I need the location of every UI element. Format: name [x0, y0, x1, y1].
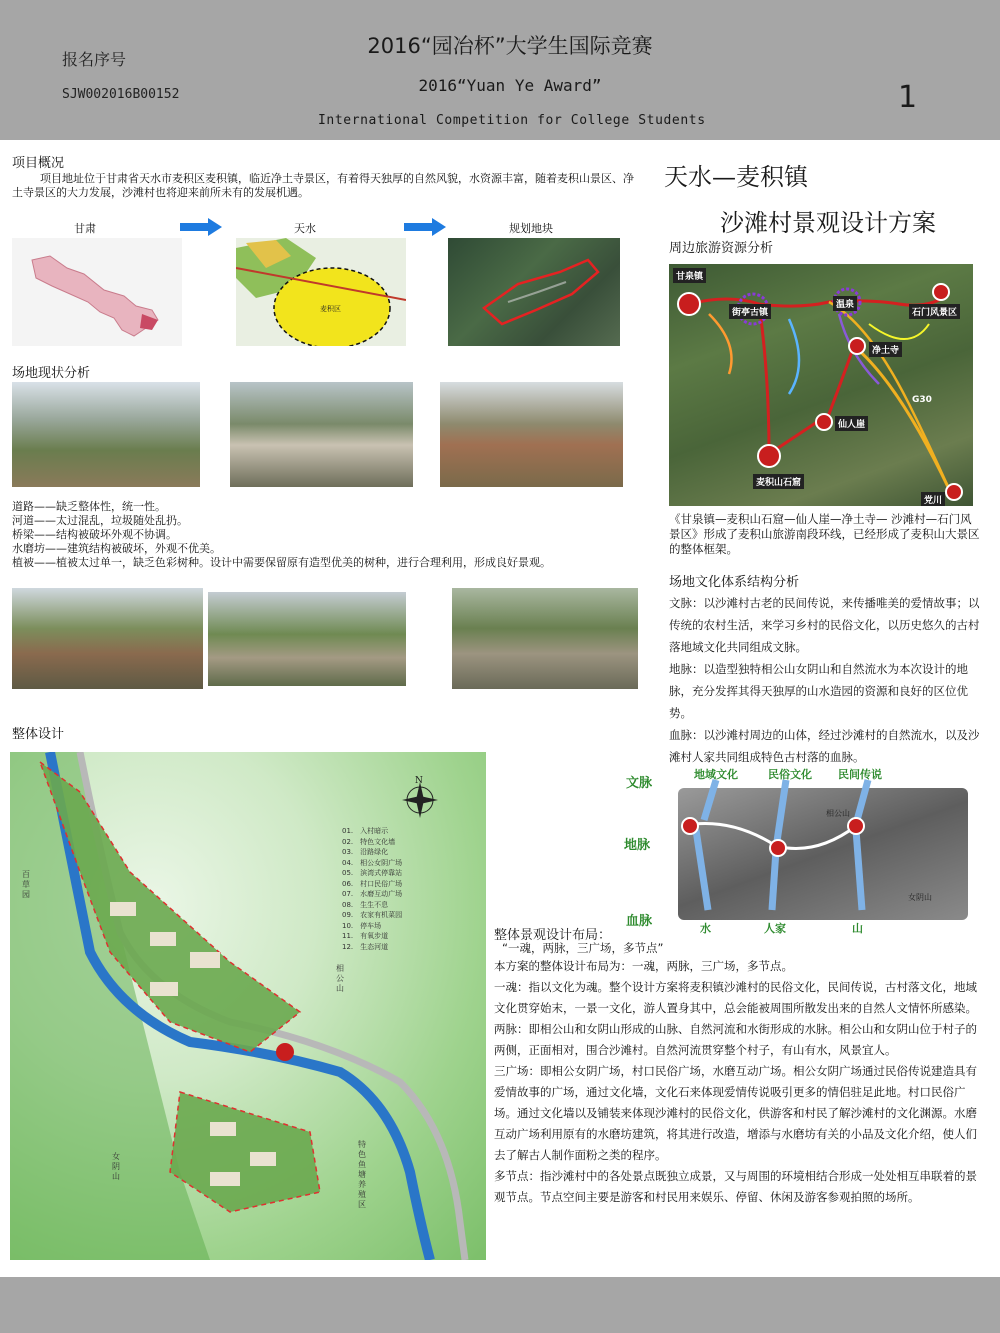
- registration-number: SJW002016B00152: [62, 87, 180, 102]
- culture-xuemai: 血脉：以沙滩村周边的山体，经过沙滩村的自然流水，以及沙滩村人家共同组成特色古村落的血脉。: [669, 728, 980, 764]
- node-shimen: 石门风景区: [909, 304, 960, 319]
- layout-one-soul: 一魂：指以文化为魂。整个设计方案将麦积镇沙滩村的民俗文化，民间传说，古村落文化，地域文化贯穿始末，一景一文化，游人置身其中，总会能被周围所散发出来的自然人文情怀所感染。: [494, 980, 977, 1015]
- site-line-vegetation: 植被——植被太过单一，缺乏色彩树种。设计中需要保留原有造型优美的树种，进行合理利用，形成良好景观。: [12, 556, 551, 569]
- node-maijishan: 麦积山石窟: [753, 474, 804, 489]
- layout-intro: 本方案的整体设计布局为：一魂，两脉，三广场，多节点。: [494, 959, 793, 973]
- node-jingtusi: 净土寺: [869, 342, 902, 357]
- overall-design-heading: 整体设计: [12, 727, 65, 742]
- node-hotspring: 温泉: [833, 296, 857, 311]
- arrow-right-icon: [180, 223, 210, 231]
- legend-item: 09. 农家有机菜园: [342, 911, 403, 919]
- master-plan-legend: [342, 826, 402, 952]
- legend-item: 02. 特色文化墙: [342, 837, 396, 846]
- node-ganquan: 甘泉镇: [673, 268, 706, 283]
- tianshui-map: [236, 238, 406, 346]
- site-analysis-text: [12, 500, 642, 570]
- label-dimai: 地脉: [624, 838, 651, 853]
- site-analysis-heading: 场地现状分析: [12, 366, 91, 381]
- photo-old-house: [230, 382, 413, 487]
- culture-text: [669, 592, 981, 768]
- photo-river-channel: [208, 592, 406, 686]
- legend-item: 10. 停车场: [342, 921, 382, 930]
- label-folk-culture: 民俗文化: [768, 768, 812, 781]
- arrow-right-icon: [432, 218, 446, 236]
- label-regional-culture: 地域文化: [694, 768, 738, 781]
- arrow-right-icon: [208, 218, 222, 236]
- label-xianggong-mountain: 相公山: [826, 809, 850, 818]
- culture-wenmai: 文脉：以沙滩村古老的民间传说，来传播唯美的爱情故事；以传统的农村生活，来学习乡村的民俗文化，以历史悠久的古村落地域文化共同组成文脉。: [669, 596, 980, 654]
- layout-two-veins: 两脉：即相公山和女阴山形成的山脉、自然河流和水街形成的水脉。相公山和女阴山位于村子的两侧，正面相对，围合沙滩村。自然河流贯穿整个村子，有山有水，风景宜人。: [494, 1022, 977, 1057]
- label-water: 水: [700, 922, 711, 935]
- node-jieting: 街亭古镇: [729, 304, 771, 319]
- legend-item: 05. 滨湾式停靠站: [342, 869, 403, 877]
- map-label-site: 规划地块: [509, 222, 553, 235]
- legend-item: 07. 水磨互动广场: [342, 890, 403, 898]
- project-title-line1: 天水—麦积镇: [664, 163, 808, 191]
- photo-village-path: [440, 382, 623, 487]
- registration-label: 报名序号: [62, 50, 127, 69]
- label-households: 人家: [764, 922, 786, 935]
- photo-road: [12, 382, 200, 487]
- label-baicaoyuan: 百草园: [22, 870, 30, 899]
- tourism-route-map: [669, 264, 973, 506]
- gansu-map: [12, 238, 182, 346]
- site-line-road: 道路——缺乏整体性，统一性。: [12, 500, 166, 513]
- layout-text: [494, 956, 984, 1208]
- tourism-caption: 《甘泉镇—麦积山石窟—仙人崖—净土寺— 沙滩村—石门风景区》形成了麦积山旅游南段环线，已经形成了麦积山大景区的整体框架。: [669, 512, 980, 556]
- label-mountain: 山: [852, 922, 863, 935]
- photo-bridge: [452, 588, 638, 689]
- label-folk-legend: 民间传说: [838, 768, 882, 781]
- master-plan: [10, 752, 486, 1260]
- label-wenmai: 文脉: [626, 776, 653, 791]
- project-title-line2: 沙滩村景观设计方案: [720, 209, 936, 237]
- map-label-gansu: 甘肃: [74, 222, 96, 235]
- overview-heading: 项目概况: [12, 156, 65, 171]
- site-line-watermill: 水磨坊——建筑结构被破坏，外观不优美。: [12, 542, 221, 555]
- competition-title-cn: 2016“园冶杯”大学生国际竞赛: [367, 34, 653, 58]
- label-xianggongshan: 相公山: [336, 964, 344, 993]
- north-label: N: [415, 776, 423, 786]
- competition-title-en: 2016“Yuan Ye Award”: [418, 76, 602, 95]
- label-xuemai: 血脉: [626, 914, 653, 929]
- layout-multi-nodes: 多节点：指沙滩村中的各处景点既独立成景，又与周围的环境相结合形成一处处相互串联着的景观节点。节点空间主要是游客和村民用来娱乐、停留、休闲及游客参观拍照的场所。: [494, 1169, 977, 1204]
- legend-item: 06. 村口民俗广场: [342, 879, 403, 888]
- layout-heading: 整体景观设计布局：: [494, 928, 612, 943]
- node-xianrenya: 仙人崖: [835, 416, 868, 431]
- site-line-bridge: 桥梁——结构被破坏外观不协调。: [12, 528, 177, 541]
- legend-item: 03. 沿路绿化: [342, 848, 389, 856]
- culture-dimai: 地脉：以造型独特相公山女阴山和自然流水为本次设计的地脉，充分发挥其得天独厚的山水造园的资源和良好的区位优势。: [669, 662, 968, 720]
- page-number: 1: [898, 80, 918, 115]
- layout-slogan: “一魂，两脉，三广场，多节点”: [502, 941, 664, 955]
- map-label-tianshui: 天水: [294, 222, 316, 235]
- site-line-river: 河道——太过混乱，垃圾随处乱扔。: [12, 514, 188, 527]
- road-g30: G30: [912, 395, 932, 405]
- legend-item: 08. 生生不息: [342, 900, 389, 909]
- footer-band: [0, 1277, 1000, 1333]
- label-fishpond: 特色鱼塘养殖区: [358, 1140, 366, 1209]
- photo-vegetation: [12, 588, 203, 689]
- label-nvyin-mountain: 女阴山: [908, 893, 932, 902]
- culture-diagram: [616, 760, 1000, 940]
- culture-heading: 场地文化体系结构分析: [669, 575, 800, 590]
- overview-text: 项目地址位于甘肃省天水市麦积区麦积镇，临近净土寺景区，有着得天独厚的自然风貌，水资源丰富，随着麦积山景区、净土寺景区的大力发展，沙滩村也将迎来前所未有的发展机遇。: [12, 172, 634, 199]
- legend-item: 11. 有氧步道: [342, 932, 389, 940]
- tourism-heading: 周边旅游资源分析: [669, 241, 774, 256]
- legend-item: 01. 入村暗示: [342, 827, 389, 835]
- legend-item: 04. 相公女阴广场: [342, 858, 403, 867]
- site-satellite-map: [448, 238, 620, 346]
- node-dangchuan: 党川: [921, 492, 945, 506]
- arrow-right-icon: [404, 223, 434, 231]
- legend-item: 12. 生态河道: [342, 942, 389, 951]
- label-nvyinshan: 女阴山: [112, 1152, 120, 1181]
- map-label-maiji: 麦积区: [320, 305, 341, 313]
- layout-three-squares: 三广场：即相公女阴广场，村口民俗广场，水磨互动广场。相公女阴广场通过民俗传说建造具有爱情故事的广场，通过文化墙，文化石来体现爱情传说吸引更多的情侣驻足此地。村口民俗广场。通过文化墙以及铺装来体现沙滩村的民俗文化，供游客和村民了解沙滩村的文化渊源。水磨互动广场利用原有的水磨坊建筑，将其进行改造，增添与水磨坊有关的小品及文化介绍，使人们去了解古人制作面粉之类的程序。: [494, 1064, 977, 1162]
- competition-subtitle-en: International Competition for College Students: [318, 113, 706, 128]
